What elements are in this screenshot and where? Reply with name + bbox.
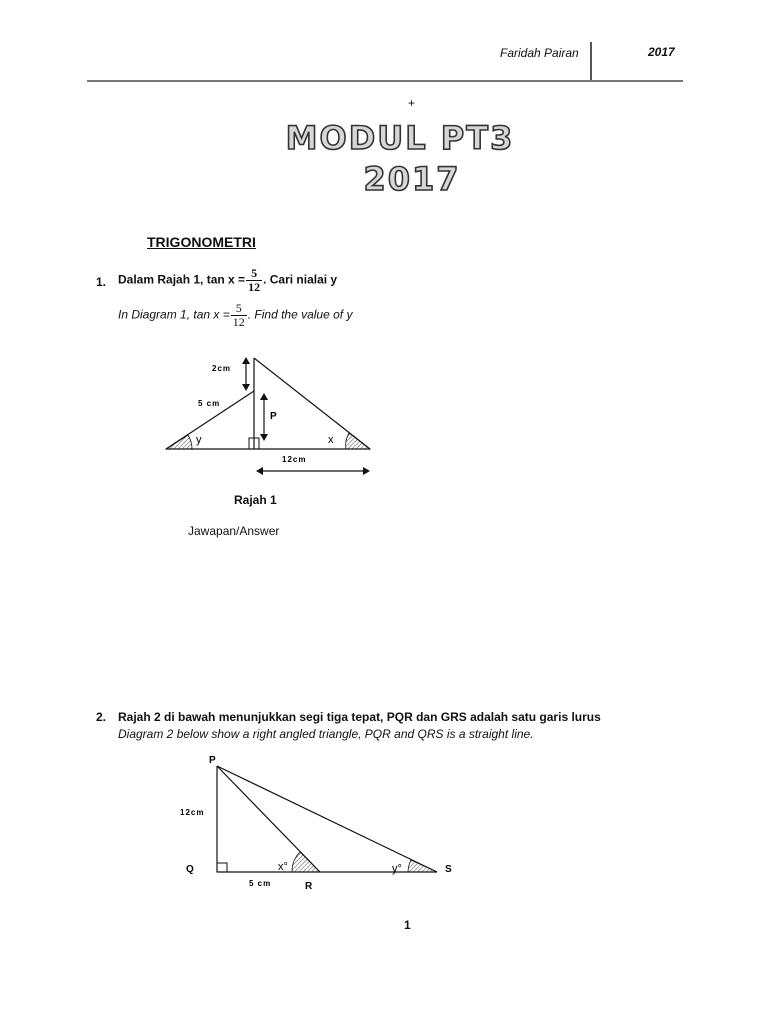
q1-english-prefix: In Diagram 1, tan x =	[118, 307, 230, 322]
header-divider	[590, 42, 592, 82]
header-rule	[87, 80, 683, 82]
label-x: x°	[278, 861, 288, 873]
page-number: 1	[404, 918, 411, 932]
q1-english-fraction: $\frac{5}{12}$	[232, 301, 245, 329]
question-2-malay: Rajah 2 di bawah menunjukkan segi tiga tepat, PQR dan GRS adalah satu garis lurus	[118, 710, 601, 724]
plus-mark: +	[408, 96, 416, 110]
label-5cm: 5 cm	[249, 879, 272, 888]
q1-english-suffix: . Find the value of y	[247, 307, 353, 322]
label-q: Q	[186, 864, 194, 875]
label-s: S	[445, 864, 452, 875]
question-2-english: Diagram 2 below show a right angled triangle, PQR and QRS is a straight line.	[118, 727, 534, 741]
diagram-2	[170, 750, 470, 895]
label-x: x	[328, 434, 334, 446]
label-y: y°	[392, 863, 402, 875]
q1-malay-suffix: . Cari nialai y	[263, 272, 338, 287]
q1-malay-prefix: Dalam Rajah 1, tan x =	[118, 272, 246, 287]
title-line-1: MODUL PT3	[285, 119, 515, 157]
diagram-1	[150, 345, 390, 480]
label-12cm: 12cm	[180, 808, 205, 817]
label-p: P	[209, 755, 216, 766]
answer-label: Jawapan/Answer	[188, 524, 280, 538]
header-year: 2017	[648, 45, 675, 59]
label-p: P	[270, 411, 277, 422]
label-y: y	[196, 434, 202, 446]
diagram-1-caption: Rajah 1	[234, 493, 277, 507]
question-1-number: 1.	[96, 275, 107, 289]
header-author: Faridah Pairan	[500, 46, 579, 60]
question-1-english	[118, 302, 352, 329]
topic-heading: TRIGONOMETRI	[147, 234, 256, 250]
label-5cm: 5 cm	[198, 399, 221, 408]
label-r: R	[305, 881, 313, 892]
label-2cm: 2cm	[212, 364, 232, 373]
question-2-number: 2.	[96, 710, 107, 724]
module-title	[230, 118, 570, 198]
label-12cm: 12cm	[282, 455, 307, 464]
question-1-malay	[118, 267, 337, 294]
q1-malay-fraction: $\frac{5}{12}$	[248, 266, 261, 294]
title-line-2: 2017	[363, 160, 461, 198]
